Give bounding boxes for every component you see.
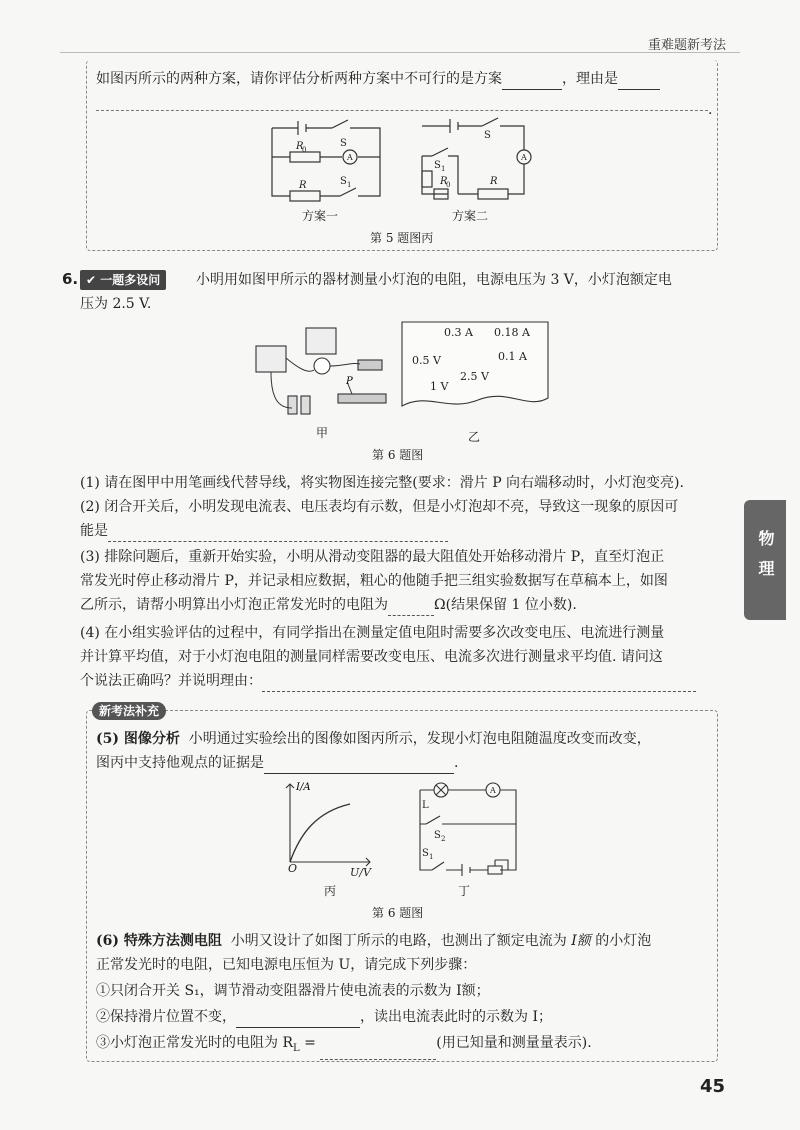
- sub6-line-a: [96, 930, 651, 952]
- q6-sub2-b: [80, 520, 448, 542]
- q6-sub4-c: [80, 670, 696, 692]
- scheme1-label: 方案一: [302, 209, 339, 223]
- q5-question-line: [96, 68, 660, 90]
- step3-eq: =: [299, 1035, 316, 1051]
- switch-s1: [432, 862, 444, 870]
- answer-blank-step3[interactable]: [320, 1043, 436, 1060]
- answer-line-reason[interactable]: [96, 110, 708, 111]
- q6-sub4-a: (4) 在小组实验评估的过程中，有同学指出在测量定值电阻时需要多次改变电压、电流进行测量: [80, 625, 665, 641]
- answer-blank-reason[interactable]: [618, 73, 660, 90]
- sub6-label: (6) 特殊方法测电阻: [96, 933, 222, 949]
- figure-caption-q6: 第 6 题图: [372, 448, 424, 462]
- q6-intro-2: 压为 2.5 V.: [80, 296, 152, 312]
- q6-sub2-a: (2) 闭合开关后，小明发现电流表、电压表均有示数，但是小灯泡却不亮，导致这一现象的原因可: [80, 499, 679, 515]
- scratch-paper-figure: [398, 318, 554, 418]
- sub5-line-a: [96, 728, 651, 750]
- graph-origin: O: [288, 862, 298, 875]
- step3-sub: L: [293, 1042, 300, 1054]
- q6-sub3-c-text: 乙所示，请帮小明算出小灯泡正常发光时的电阻为: [80, 597, 388, 613]
- sub6-line-b: 正常发光时的电阻，已知电源电压恒为 U，请完成下列步骤：: [96, 957, 477, 973]
- new-method-tag: 新考法补充: [92, 702, 166, 720]
- q6-sub4-b: 并计算平均值，对于小灯泡电阻的测量同样需要改变电压、电流多次进行测量求平均值. 请问这: [80, 649, 663, 665]
- graph-ylabel: I/A: [296, 782, 311, 793]
- apparatus-P: P: [346, 376, 353, 387]
- sub6-step1: ①只闭合开关 S₁，调节滑动变阻器滑片使电流表的示数为 I额；: [96, 983, 490, 999]
- answer-blank-sub4[interactable]: [262, 675, 696, 692]
- label-S1: S: [422, 848, 429, 859]
- q6-sub3-d-text: Ω(结果保留 1 位小数).: [434, 597, 577, 613]
- step2-text-b: ，读出电流表此时的示数为 I；: [360, 1009, 552, 1025]
- fig-ding-label: 丁: [458, 884, 471, 898]
- label-S2: S: [434, 830, 441, 841]
- iu-curve: [290, 804, 350, 862]
- answer-blank-sub2[interactable]: [108, 525, 448, 542]
- q5-reason-label: ，理由是: [562, 71, 618, 87]
- apparatus-figure: [248, 318, 398, 418]
- paper-value-5: 2.5 V: [460, 370, 489, 383]
- multi-question-tag: ✔ 一题多设问: [80, 270, 166, 290]
- label-S1: S: [340, 176, 347, 187]
- figure-caption-q6-2: 第 6 题图: [372, 906, 424, 920]
- q5-question-text: 如图丙所示的两种方案，请你评估分析两种方案中不可行的是方案: [96, 71, 502, 87]
- sub5-line-b: 图丙中支持他观点的证据是 .: [96, 752, 458, 774]
- fig-jia-label: 甲: [316, 426, 329, 440]
- label-R0-2-sub: 0: [446, 181, 451, 189]
- figure-caption-q5: 第 5 题图丙: [370, 231, 434, 245]
- sub6-symbol: I额: [571, 933, 591, 949]
- scheme1-circuit: [272, 120, 380, 201]
- q6-sub1: (1) 请在图甲中用笔画线代替导线，将实物图连接完整(要求：滑片 P 向右端移动时，小灯泡变亮).: [80, 475, 684, 491]
- label-R: R: [299, 180, 307, 191]
- sub6-step3: [96, 1032, 592, 1060]
- paper-value-3: 0.5 V: [412, 354, 441, 367]
- label-S1-sub: 1: [429, 853, 434, 861]
- paper-value-6: 1 V: [430, 380, 449, 393]
- label-S1-2: S: [434, 160, 441, 171]
- subject-side-tab: 物理: [744, 500, 786, 620]
- voltmeter-device: [306, 328, 336, 354]
- label-S: S: [340, 138, 347, 149]
- label-R-2: R: [490, 176, 498, 187]
- graph-xlabel: U/V: [350, 866, 371, 879]
- running-header: 重难题新考法: [647, 38, 726, 53]
- ammeter-label: A: [347, 153, 353, 162]
- sub6-step2: [96, 1006, 552, 1028]
- label-R0: R: [296, 141, 304, 152]
- switch-s2: [426, 816, 440, 824]
- q6-sub3-b: 常发光时停止移动滑片 P，并记录相应数据，粗心的他随手把三组实验数据写在草稿本上，如图: [80, 573, 668, 589]
- sub6-text-a: 小明又设计了如图丁所示的电路，也测出了额定电流为: [230, 933, 567, 949]
- question-number-6: 6.: [62, 270, 79, 288]
- q5-circuit-diagrams: [262, 116, 552, 216]
- label-R0-sub: 0: [302, 146, 307, 154]
- q6-intro-1: 小明用如图甲所示的器材测量小灯泡的电阻，电源电压为 3 V，小灯泡额定电: [196, 272, 672, 288]
- answer-blank-sub3[interactable]: [388, 599, 434, 616]
- fig-bing-label: 丙: [324, 884, 337, 898]
- answer-blank-step2[interactable]: [236, 1011, 360, 1028]
- step3-text-a: ③小灯泡正常发光时的电阻为 R: [96, 1035, 293, 1051]
- step2-text-a: ②保持滑片位置不变，: [96, 1009, 236, 1025]
- q6-sub2-b-text: 能是: [80, 523, 108, 539]
- battery-2: [301, 396, 310, 414]
- q6-sub3-a: (3) 排除问题后，重新开始实验，小明从滑动变阻器的最大阻值处开始移动滑片 P，直至灯泡正: [80, 549, 665, 565]
- sub5-label: (5) 图像分析: [96, 731, 180, 747]
- page-number: 45: [700, 1076, 726, 1097]
- bulb: [314, 358, 330, 374]
- q6-sub3-c: [80, 594, 577, 616]
- fig-yi-label: 乙: [468, 430, 481, 444]
- rheostat-symbol: [488, 866, 502, 874]
- label-R0-2: R: [440, 176, 448, 187]
- label-S-2: S: [484, 130, 491, 141]
- rheostat: [338, 394, 386, 403]
- step3-text-b: (用已知量和测量量表示).: [436, 1035, 592, 1051]
- ammeter-device: [256, 346, 286, 372]
- switch-device: [358, 360, 382, 370]
- iu-graph: [276, 778, 376, 874]
- header-rule: [60, 52, 740, 53]
- paper-value-4: 0.1 A: [498, 350, 527, 363]
- label-S2-sub: 2: [441, 835, 446, 843]
- answer-blank-scheme[interactable]: [502, 73, 562, 90]
- q6-sub4-c-text: 个说法正确吗？并说明理由：: [80, 673, 262, 689]
- scheme2-circuit: [422, 118, 531, 199]
- label-A: A: [490, 786, 496, 795]
- q5-end-mark: .: [708, 102, 713, 118]
- paper-value-2: 0.18 A: [494, 326, 530, 339]
- circuit-ding: [408, 780, 524, 880]
- label-L: L: [422, 800, 429, 811]
- label-S1-sub: 1: [347, 181, 352, 189]
- ammeter-label-2: A: [521, 153, 527, 162]
- scheme2-label: 方案二: [452, 209, 489, 223]
- sub6-text-a-tail: 的小灯泡: [595, 933, 652, 949]
- label-S1-2-sub: 1: [441, 165, 446, 173]
- answer-blank-sub5[interactable]: [264, 757, 454, 774]
- sub5-text-a: 小明通过实验绘出的图像如图丙所示，发现小灯泡电阻随温度改变而改变，: [188, 731, 651, 747]
- battery-1: [288, 396, 297, 414]
- sub5-text-b: 图丙中支持他观点的证据是: [96, 755, 264, 771]
- paper-value-1: 0.3 A: [444, 326, 473, 339]
